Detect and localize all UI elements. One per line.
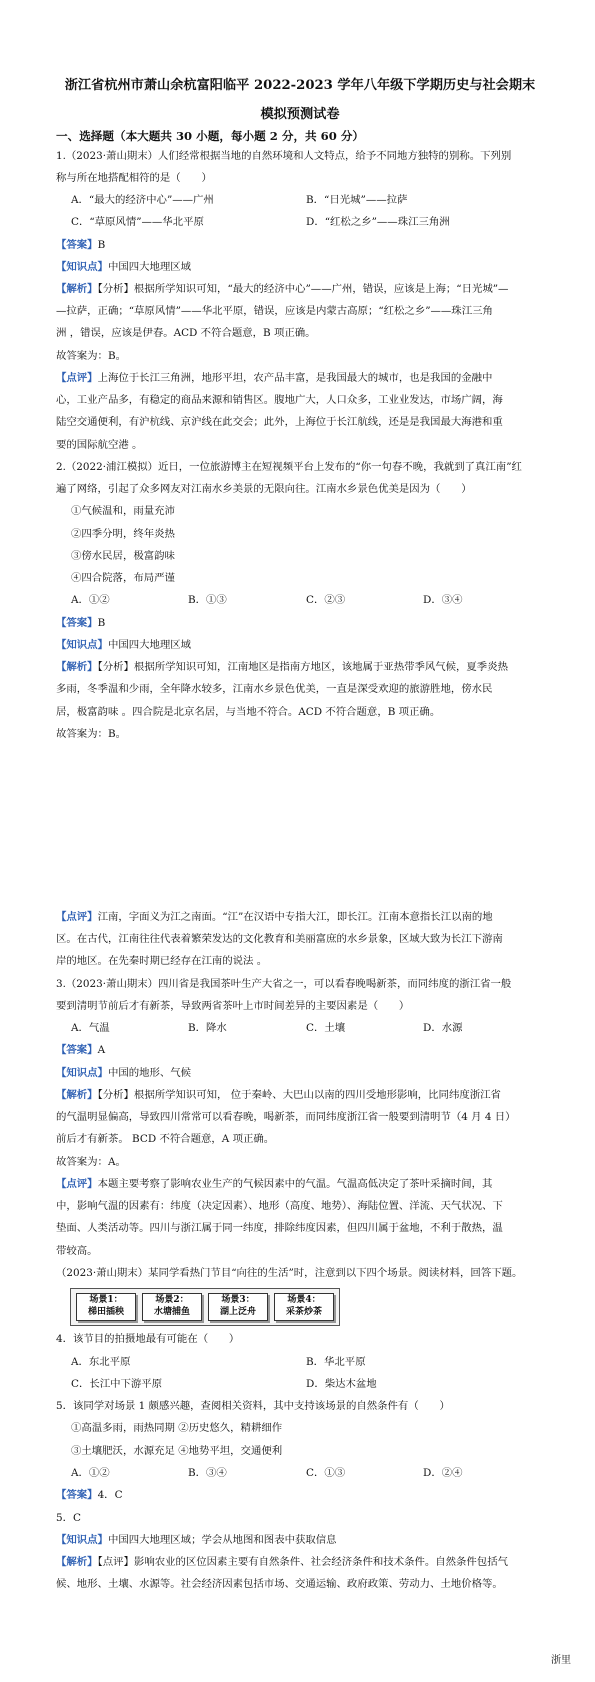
q1-comment-line2: 心，工业产品多，有稳定的商品来源和销售区。腹地广大，人口众多，工业业发达，市场广阔，海 [56,394,503,406]
scene-card-1-label: 梯田插秧 [87,1307,124,1317]
q3-stem-line2: 要到清明节前后才有新茶，导致两省茶叶上市时间差异的主要因素是（ ） [56,1000,410,1012]
q1-comment-text1: 上海位于长江三角洲，地形平坦，农产品丰富，是我国最大的城市，也是我国的金融中 [97,372,493,384]
q3-option-b: B．降水 [188,1022,227,1034]
q3-comment-line2: 中，影响气温的因素有：纬度（决定因素）、地形（高度、地势）、海陆位置、洋流、天气状况、下 [56,1200,503,1212]
q1-comment-line4: 要的国际航空港 。 [56,439,143,451]
q2-option-a: A．①② [71,594,110,606]
q4-option-a: A．东北平原 [71,1356,131,1368]
q1-conclusion: 故答案为：B。 [56,350,126,362]
q5-answer-2: 5．C [56,1512,81,1524]
analysis-label: 【解析】 [56,661,98,673]
q2-item-1: ①气候温和，雨量充沛 [71,505,175,517]
q2-option-d: D．③④ [423,594,463,606]
answer-label: 【答案】 [56,239,98,251]
scene-card-2-title: 场景2： [155,1295,189,1305]
q1-answer-value: B [97,239,106,251]
q4-option-d: D．柴达木盆地 [306,1378,377,1390]
section-heading: 一、选择题（本大题共 30 小题，每小题 2 分，共 60 分） [56,129,365,143]
q2-knowledge [56,637,191,653]
q2-option-c: C．②③ [306,594,346,606]
analysis-label: 【解析】 [56,1556,98,1568]
q2-comment-line2: 区。在古代，江南往往代表着繁荣发达的文化教育和美丽富庶的水乡景象，区域大致为长江下游南 [56,933,503,945]
scene-strip [70,1288,340,1326]
q3-option-d: D．水源 [423,1022,463,1034]
document-title-line2: 模拟预测试卷 [260,107,340,122]
q1-comment-line3: 陆空交通便利，有沪杭线、京沪线在此交会；此外，上海位于长江航线，还是是我国最大海港和重 [56,416,503,428]
q1-knowledge [56,259,191,275]
q3-knowledge [56,1065,191,1081]
q5-option-b: B．③④ [188,1467,227,1479]
comment-label: 【点评】 [56,1178,98,1190]
q5-analysis-text1: 【点评】影响农业的区位因素主要有自然条件、社会经济条件和技术条件。自然条件包括气 [97,1556,508,1568]
q1-analysis-line1 [56,281,508,297]
q3-answer [56,1042,105,1058]
comment-label: 【点评】 [56,911,98,923]
q1-analysis-line3: 洲 ，错误，应该是伊春。ACD 不符合题意，B 项正确。 [56,327,316,339]
q2-comment-line3: 岸的地区。在先秦时期已经存在江南的说法 。 [56,955,268,967]
q4-answer-value: 4．C [97,1489,123,1501]
q3-analysis-line3: 前后才有新茶。 BCD 不符合题意，A 项正确。 [56,1133,275,1145]
scene-card-2-label: 水塘捕鱼 [153,1307,190,1317]
group-intro: （2023·萧山期末）某同学看热门节目“向往的生活”时，注意到以下四个场景。阅读材料，回答下题。 [56,1267,523,1279]
q5-option-a: A．①② [71,1467,110,1479]
q1-stem-line2: 称与所在地搭配相符的是（ ） [56,172,212,184]
q5-option-c: C．①③ [306,1467,346,1479]
q3-option-c: C．土壤 [306,1022,346,1034]
scene-card-3-title: 场景3： [221,1295,255,1305]
comment-label: 【点评】 [56,372,98,384]
q3-analysis-text1: 【分析】根据所学知识可知， 位于秦岭、大巴山以南的四川受地形影响，比同纬度浙江省 [97,1089,501,1101]
scene-card-4 [274,1293,334,1321]
scene-card-1 [76,1293,136,1321]
scene-card-3-label: 湖上泛舟 [219,1307,256,1317]
q2-analysis-line1 [56,659,508,675]
knowledge-label: 【知识点】 [56,261,108,273]
q1-option-b: B．“日光城”——拉萨 [306,194,408,206]
q1-analysis-text1: 【分析】根据所学知识可知，“最大的经济中心”——广州，错误，应该是上海；“日光城”— [97,283,509,295]
q4-option-b: B．华北平原 [306,1356,366,1368]
q1-option-c: C．“草原风情”——华北平原 [71,216,204,228]
q5-stem: 5．该同学对场景 1 颇感兴趣，查阅相关资料，其中支持该场景的自然条件有（ ） [56,1400,450,1412]
q3-analysis-line2: 的气温明显偏高，导致四川常常可以看春晚，喝新茶，而同纬度浙江省一般要到清明节（4 月 4 日） [56,1111,516,1123]
q3-comment-line1 [56,1176,492,1192]
knowledge-label: 【知识点】 [56,639,108,651]
q2-analysis-line2: 多雨，冬季温和少雨，全年降水较多，江南水乡景色优美，一直是深受欢迎的旅游胜地，傍水民 [56,683,493,695]
answer-label: 【答案】 [56,1044,98,1056]
q1-knowledge-value: 中国四大地理区域 [107,261,192,273]
q2-item-4: ④四合院落，布局严谨 [71,572,175,584]
q2-comment-text1: 江南，字面义为江之南面。“江”在汉语中专指大江，即长江。江南本意指长江以南的地 [97,911,493,923]
answer-label: 【答案】 [56,617,98,629]
q2-stem-line1: 2.（2022·浦江模拟）近日，一位旅游博主在短视频平台上发布的“你一句春不晚，我就到了真江南”红 [56,461,522,473]
scene-card-2 [142,1293,202,1321]
q1-stem-line1: 1.（2023·萧山期末）人们经常根据当地的自然环境和人文特点，给予不同地方独特的别称。下列别 [56,150,512,162]
q2-item-3: ③傍水民居，极富韵味 [71,550,175,562]
q3-answer-value: A [97,1044,106,1056]
scene-card-1-title: 场景1： [89,1295,123,1305]
q3-analysis-line1 [56,1087,501,1103]
q5-items-line1: ①高温多雨，雨热同期 ②历史悠久，精耕细作 [71,1422,283,1434]
q5-items-line2: ③土壤肥沃，水源充足 ④地势平坦，交通便利 [71,1445,283,1457]
answer-label: 【答案】 [56,1489,98,1501]
q3-comment-line3: 垫面、人类活动等。四川与浙江属于同一纬度，排除纬度因素，但四川属于盆地，不利于散热，温 [56,1222,503,1234]
q1-comment-line1 [56,370,492,386]
q3-comment-line4: 带较高。 [56,1245,98,1257]
q5-analysis-line2: 候、地形、土壤、水源等。社会经济因素包括市场、交通运输、政府政策、劳动力、土地价格等。 [56,1578,503,1590]
document-title-line1: 浙江省杭州市萧山余杭富阳临平 2022-2023 学年八年级下学期历史与社会期末 [64,78,536,93]
q2-stem-line2: 遍了网络，引起了众多网友对江南水乡美景的无限向往。江南水乡景色优美是因为（ ） [56,483,472,495]
q2-item-2: ②四季分明，终年炎热 [71,528,175,540]
knowledge-label: 【知识点】 [56,1067,108,1079]
q2-comment-line1 [56,909,493,925]
q2-analysis-line3: 居，极富韵味 。四合院是北京名居，与当地不符合。ACD 不符合题意，B 项正确。 [56,706,441,718]
scene-card-4-title: 场景4： [287,1295,321,1305]
q3-comment-text1: 本题主要考察了影响农业生产的气候因素中的气温。气温高低决定了茶叶采摘时间，其 [97,1178,493,1190]
footer-mark: 浙里 [551,1655,571,1666]
scene-card-3 [208,1293,268,1321]
q3-conclusion: 故答案为：A。 [56,1156,126,1168]
q2-answer-value: B [97,617,106,629]
q1-option-a: A．“最大的经济中心”——广州 [71,194,214,206]
q1-analysis-line2: —拉萨，正确；“草原风情”——华北平原，错误，应该是内蒙古高原；“红松之乡”——珠江三角 [56,305,493,317]
q3-stem-line1: 3.（2023·萧山期末）四川省是我国茶叶生产大省之一，可以看春晚喝新茶，而同纬度的浙江省一般 [56,978,512,990]
q2-conclusion: 故答案为：B。 [56,728,126,740]
q2-knowledge-value: 中国四大地理区域 [107,639,192,651]
q5-knowledge [56,1532,337,1548]
knowledge-label: 【知识点】 [56,1534,108,1546]
q4-stem: 4．该节目的拍摄地最有可能在（ ） [56,1333,240,1345]
q5-knowledge-value: 中国四大地理区域；学会从地图和图表中获取信息 [107,1534,337,1546]
q1-answer [56,237,105,253]
q3-option-a: A．气温 [71,1022,110,1034]
analysis-label: 【解析】 [56,283,98,295]
analysis-label: 【解析】 [56,1089,98,1101]
q2-analysis-text1: 【分析】根据所学知识可知，江南地区是指南方地区，该地属于亚热带季风气候，夏季炎热 [97,661,508,673]
q5-option-d: D．②④ [423,1467,463,1479]
q3-knowledge-value: 中国的地形、气候 [107,1067,192,1079]
q5-answer [56,1487,123,1503]
q2-answer [56,615,105,631]
q1-option-d: D．“红松之乡”——珠江三角洲 [306,216,450,228]
q4-option-c: C．长江中下游平原 [71,1378,163,1390]
q5-analysis-line1 [56,1554,508,1570]
scene-card-4-label: 采茶炒茶 [285,1307,322,1317]
q2-option-b: B．①③ [188,594,227,606]
